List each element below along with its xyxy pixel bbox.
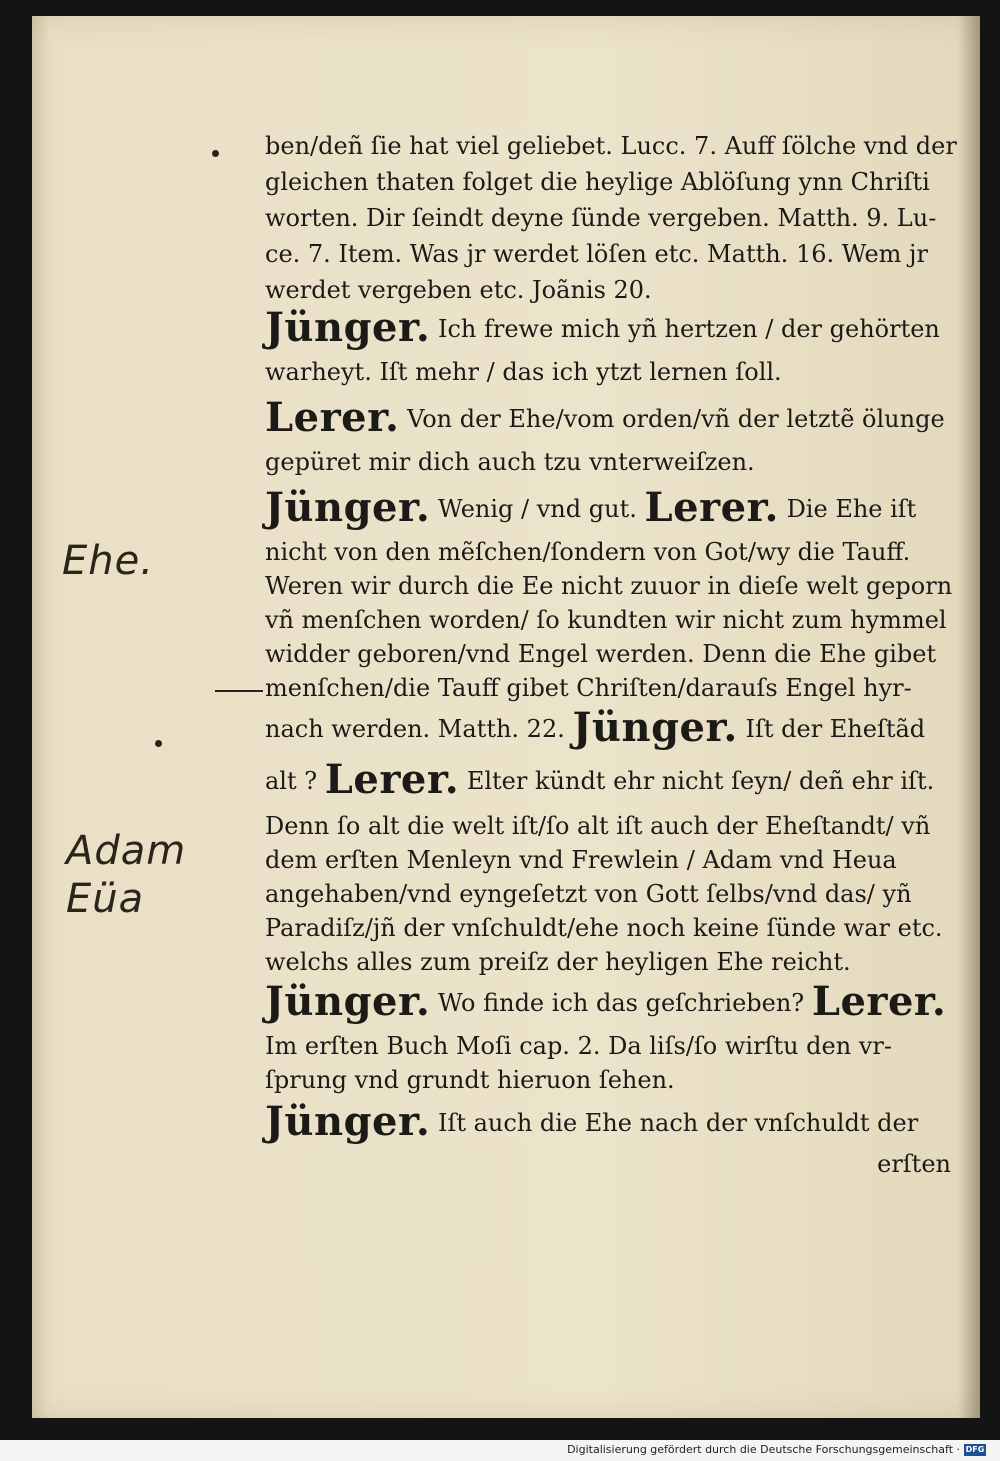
dialogue-line [265,704,926,751]
speaker-juenger: Jünger. [265,304,431,351]
text-span: Von der Ehe/vom orden/vñ der letztẽ ölunge [407,405,945,433]
speaker-juenger: Jünger. [265,484,431,531]
speaker-lerer: Lerer. [265,394,400,441]
text-span: Ich frewe mich yñ hertzen / der gehörten [437,315,940,343]
speaker-juenger: Jünger. [265,1098,431,1145]
text-line: vñ menſchen worden/ ſo kundten wir nicht zum hymmel [265,606,947,634]
text-line: Paradiſz/jñ der vnſchuldt/ehe noch keine ſünde war etc. [265,914,943,942]
text-line: ben/deñ ſie hat viel geliebet. Lucc. 7. Auff ſölche vnd der [265,132,957,160]
dialogue-line [265,978,947,1025]
dialogue-line [265,756,935,803]
text-line: menſchen/die Tauff gibet Chriſten/darauſs Engel hyr- [265,674,912,702]
text-line: dem erſten Menleyn vnd Frewlein / Adam vnd Heua [265,846,897,874]
text-line: welchs alles zum preiſz der heyligen Ehe reicht. [265,948,851,976]
text-line: Denn ſo alt die welt iſt/ſo alt iſt auch der Eheſtandt/ vñ [265,812,931,840]
text-span: Wenig / vnd gut. [437,495,637,523]
margin-note-eua: Eüa [66,876,145,922]
speaker-juenger: Jünger. [265,978,431,1025]
dialogue-line [265,304,940,351]
text-line: angehaben/vnd eyngeſetzt von Gott ſelbs/vnd das/ yñ [265,880,912,908]
speaker-lerer: Lerer. [644,484,779,531]
text-line: nicht von den mẽſchen/ſondern von Got/wy die Tauff. [265,538,911,566]
text-span: Elter kündt ehr nicht ſeyn/ deñ ehr iſt. [466,767,935,795]
footer-bar [0,1440,1000,1461]
text-line: Weren wir durch die Ee nicht zuuor in dieſe welt geporn [265,572,953,600]
text-span: Die Ehe iſt [786,495,917,523]
margin-note-ehe: Ehe. [62,538,154,584]
text-line: worten. Dir ſeindt deyne ſünde vergeben. Matth. 9. Lu- [265,204,937,232]
speaker-lerer: Lerer. [324,756,460,803]
page-gutter-shadow [958,16,980,1418]
margin-dot [155,740,162,747]
text-span: nach werden. Matth. 22. [265,715,565,743]
text-span: alt ? [265,767,318,795]
margin-note-adam: Adam [66,828,187,874]
text-line: gleichen thaten folget die heylige Ablöſung ynn Chriſti [265,168,930,196]
dfg-logo: DFG [965,1445,985,1454]
dialogue-line [265,484,917,531]
margin-dot [212,150,219,157]
text-line: ce. 7. Item. Was jr werdet löſen etc. Matth. 16. Wem jr [265,240,928,268]
text-span: Iſt auch die Ehe nach der vnſchuldt der [437,1109,919,1137]
text-line: werdet vergeben etc. Joãnis 20. [265,276,652,304]
text-span: Wo finde ich das geſchrieben? [437,989,805,1017]
dialogue-line [265,1098,919,1145]
text-line: ſprung vnd grundt hieruon ſehen. [265,1066,675,1094]
margin-rule [215,690,263,692]
text-line: gepüret mir dich auch tzu vnterweiſzen. [265,448,755,476]
speaker-juenger: Jünger. [572,704,738,751]
dialogue-line [265,394,945,441]
text-line: warheyt. Iſt mehr / das ich ytzt lernen ſoll. [265,358,782,386]
speaker-lerer: Lerer. [811,978,947,1025]
text-span: Iſt der Eheſtãd [745,715,926,743]
text-line: Im erſten Buch Moſi cap. 2. Da liſs/ſo wirſtu den vr- [265,1032,892,1060]
catchword: erſten [877,1150,951,1178]
text-line: widder geboren/vnd Engel werden. Denn die Ehe gibet [265,640,937,668]
footer-credit: Digitalisierung gefördert durch die Deutsche Forschungsgemeinschaft · [567,1443,960,1456]
